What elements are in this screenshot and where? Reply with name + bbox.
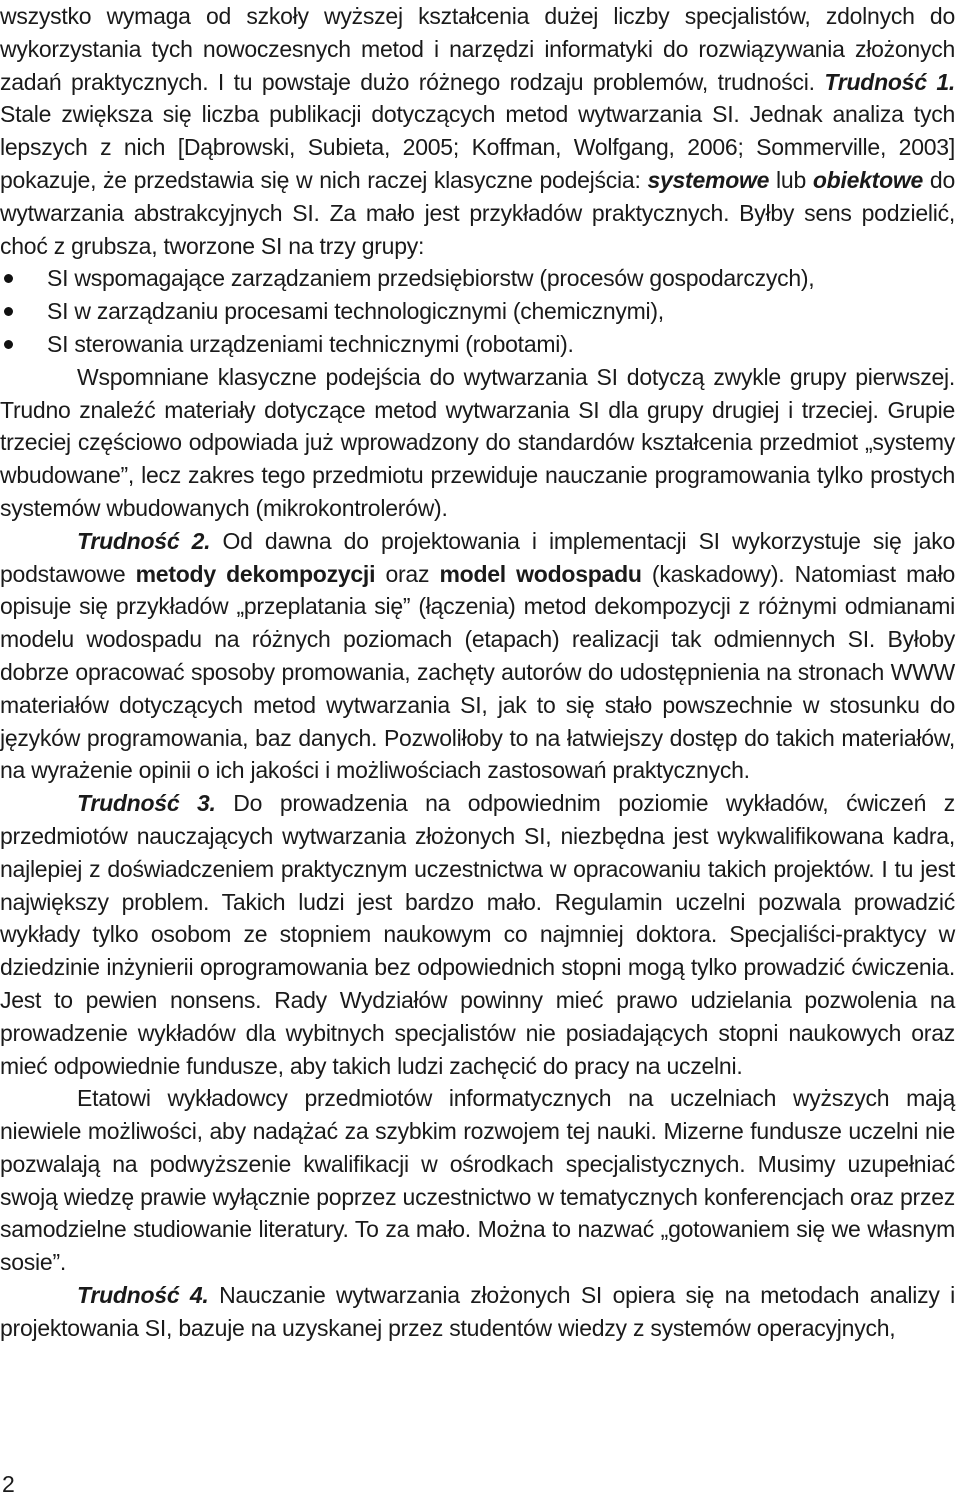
bullet-icon	[4, 307, 13, 316]
paragraph-3	[0, 525, 955, 787]
paragraph-5: Etatowi wykładowcy przedmiotów informatycznych na uczelniach wyższych mają niewiele możliwości, aby nadążać za szybkim rozwojem tej nauki. Mizerne fundusze uczelni nie pozwalają na podwyższenie kwalifikacji w ośrodkach specjalistycznych. Musimy uzupełniać swoją wiedzę prawie wyłącznie poprzez uczestnictwo w tematycznych konferencjach oraz przez samodzielne studiowanie literatury. To za mało. Można to nazwać „gotowaniem się we własnym sosie”.	[0, 1085, 955, 1276]
paragraph-1-text-a: wszystko wymaga od szkoły wyższej kształcenia dużej liczby specjalistów, zdolnych do wykorzystania tych nowoczesnych metod i narzędzi informatyki do rozwiązywania złożonych zadań praktycznych. I tu powstaje dużo różnego rodzaju problemów, trudności.	[0, 3, 955, 95]
difficulty-3-label: Trudność 3.	[77, 790, 216, 817]
list-item-text: SI w zarządzaniu procesami technologicznymi (chemicznymi),	[47, 298, 664, 325]
system-groups-list	[0, 262, 955, 360]
paragraph-3-text-c: (kaskadowy). Natomiast mało opisuje się przykładów „przeplatania się” (łączenia) metod dekompozycji z różnymi odmianami modelu wodospadu na różnych poziomach (etapach) realizacji tak odmiennych SI. Byłoby dobrze opracować sposoby promowania, zachęty autorów do udostępnienia na stronach WWW materiałów dotyczących metod wytwarzania SI, jak to się stało powszechnie w stosunku do języków programowania, baz danych. Pozwoliłoby to na łatwiejszy dostęp do takich materiałów, na wyrażenie opinii o ich jakości i możliwościach zastosowań praktycznych.	[0, 560, 955, 784]
paragraph-4	[0, 787, 955, 1082]
list-item	[0, 295, 955, 328]
systemowe-term: systemowe	[647, 166, 770, 193]
paragraph-2: Wspomniane klasyczne podejścia do wytwarzania SI dotyczą zwykle grupy pierwszej. Trudno znaleźć materiały dotyczące metod wytwarzania SI dla grupy drugiej i trzeciej. Grupie trzeciej częściowo odpowiada już wprowadzony do standardów kształcenia przedmiot „systemy wbudowane”, lecz zakres tego przedmiotu przewiduje nauczanie programowania tylko prostych systemów wbudowanych (mikrokontrolerów).	[0, 363, 955, 521]
list-item	[0, 262, 955, 295]
bullet-icon	[4, 340, 13, 349]
paragraph-1-text-c: lub	[769, 166, 813, 193]
list-item	[0, 328, 955, 361]
paragraph-6-text-a: Nauczanie wytwarzania złożonych SI opiera się na metodach analizy i projektowania SI, bazuje na uzyskanej przez studentów wiedzy z systemów operacyjnych,	[0, 1282, 956, 1341]
decomposition-methods-term: metody dekompozycji	[135, 560, 376, 587]
difficulty-4-label: Trudność 4.	[77, 1282, 209, 1309]
list-item-text: SI wspomagające zarządzaniem przedsiębiorstw (procesów gospodarczych),	[47, 265, 815, 292]
waterfall-model-term: model wodospadu	[439, 560, 642, 587]
difficulty-2-label: Trudność 2.	[77, 527, 211, 554]
paragraph-3-text-a: Od dawna do projektowania i implementacji SI wykorzystuje się jako podstawowe	[0, 527, 955, 587]
difficulty-1-label: Trudność 1.	[824, 68, 956, 95]
obiektowe-term: obiektowe	[812, 166, 924, 193]
paragraph-6	[0, 1279, 955, 1345]
paragraph-4-text-a: Do prowadzenia na odpowiednim poziomie wykładów, ćwiczeń z przedmiotów nauczających wytwarzania złożonych SI, niezbędna jest wykwalifikowana kadra, najlepiej z doświadczeniem praktycznym uczestnictwa w opracowaniu takich projektów. I tu jest największy problem. Takich ludzi jest bardzo mało. Regulamin uczelni pozwala prowadzić wykłady tylko osobom ze stopniem naukowym co najmniej doktora. Specjaliści-praktycy w dziedzinie inżynierii oprogramowania bez odpowiednich stopni mogą tylko prowadzić ćwiczenia. Jest to pewien nonsens. Rady Wydziałów powinny mieć prawo udzielania pozwolenia na prowadzenie wykładów dla wybitnych specjalistów nie posiadających stopni naukowych oraz mieć odpowiednie fundusze, aby takich ludzi zachęcić do pracy na uczelni.	[0, 790, 955, 1079]
bullet-icon	[4, 274, 13, 283]
page-number: 2	[2, 1471, 15, 1497]
paragraph-1-text-b: Stale zwiększa się liczba publikacji dotyczących metod wytwarzania SI. Jednak analiza tych lepszych z nich [Dąbrowski, Subieta, 2005; Koffman, Wolfgang, 2006; Sommerville, 2003] pokazuje, że przedstawia się w nich raczej klasyczne podejścia:	[0, 101, 955, 193]
list-item-text: SI sterowania urządzeniami technicznymi (robotami).	[47, 330, 574, 357]
paragraph-3-text-b: oraz	[375, 560, 440, 587]
paragraph-1	[0, 0, 955, 262]
paragraph-1-text-d: do wytwarzania abstrakcyjnych SI. Za mało jest przykładów praktycznych. Byłby sens podzielić, choć z grubsza, tworzone SI na trzy grupy:	[0, 166, 955, 259]
